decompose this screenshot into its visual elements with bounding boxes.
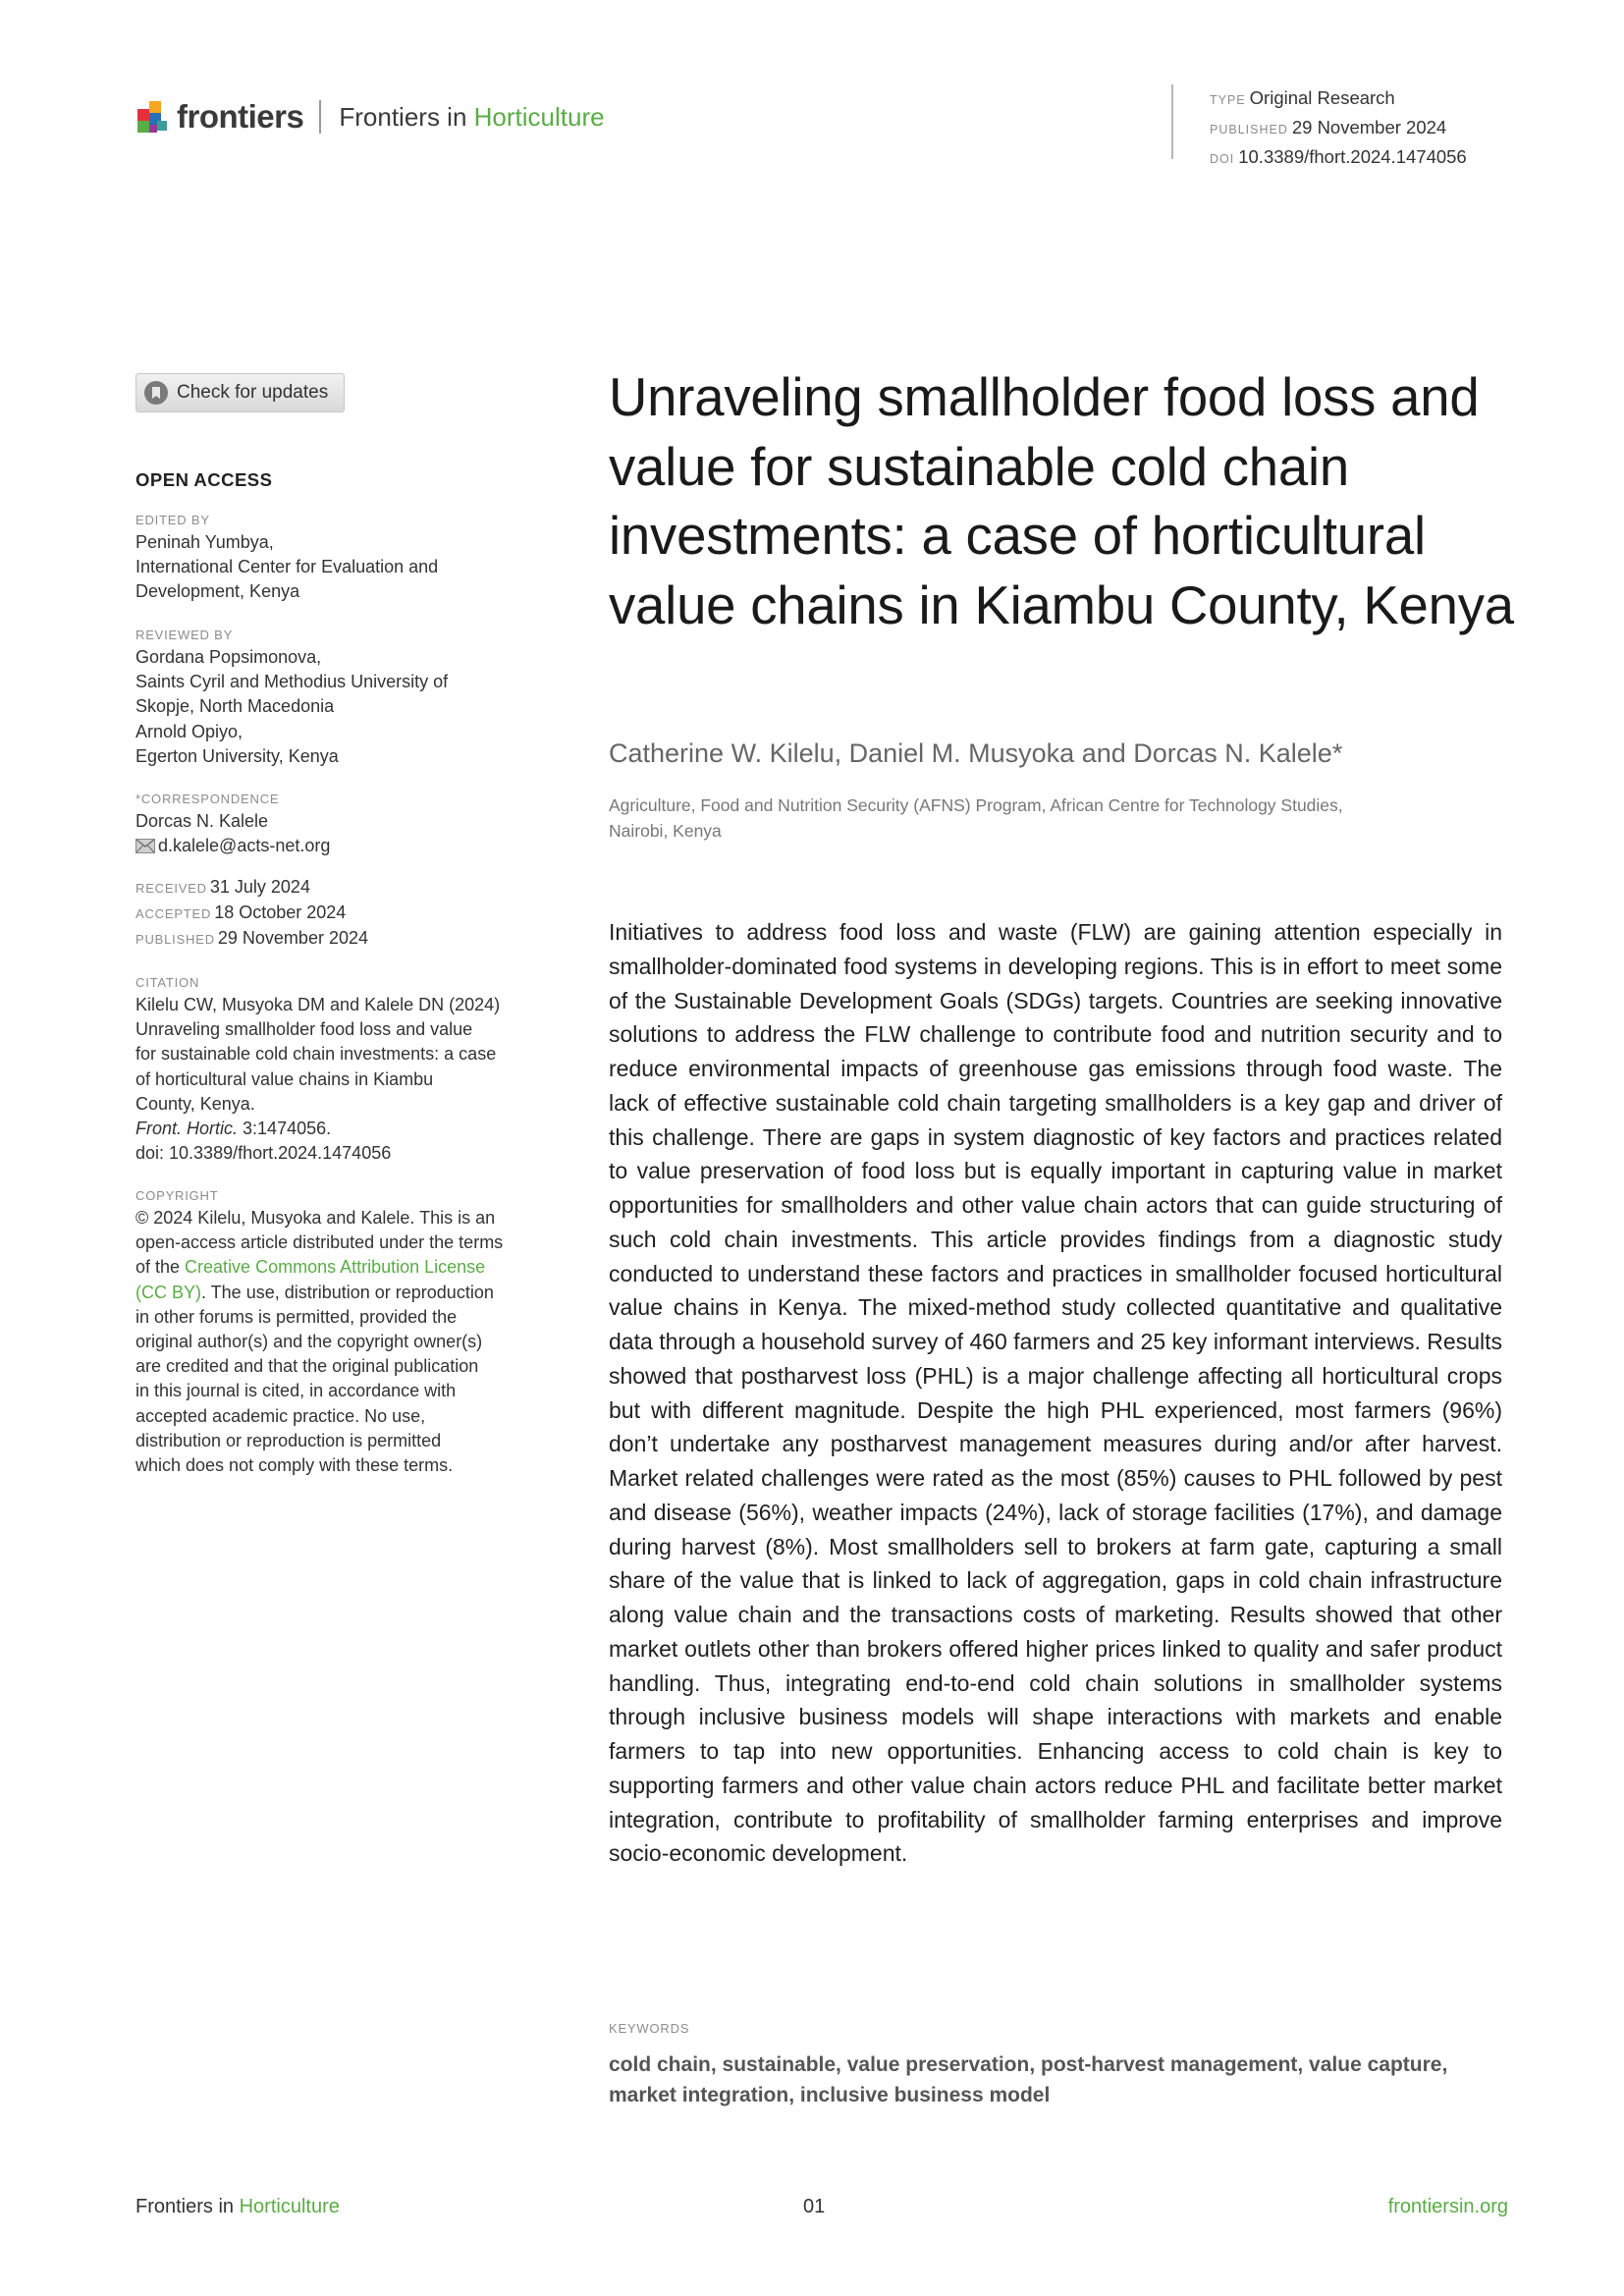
abstract-text: Initiatives to address food loss and waste (FLW) are gaining attention especially in smallholder-dominated food systems in developing regions. This is in effort to meet some of the Sustainable Development Goals (SDGs) targets. Countries are seeking innovative solutions to address the FLW challenge to contribute food and nutrition security and to reduce environmental impacts of greenhouse gas emissions through food waste. The lack of effective sustainable cold chain targeting smallholders is a key gap and driver of this challenge. There are gaps in system diagnostic of key factors and practices related to value preservation of food loss but is equally important in capturing value in market opportunities for smallholders and other value chain actors that can guide structuring of such cold chain investments. This article provides findings from a diagnostic study conducted to understand these factors and practices in smallholder focused horticultural value chains in Kenya. The mixed-method study collected quantitative and qualitative data through a household survey of 460 farmers and 25 key informant interviews. Results showed that postharvest loss (PHL) is a major challenge affecting all horticultural crops but with different magnitude. Despite the high PHL experienced, most farmers (96%) don’t undertake any postharvest management measures during and/or after harvest. Market related challenges were rated as the most (85%) causes to PHL followed by pest and disease (56%), weather impacts (24%), lack of storage facilities (17%), and damage during harvest (8%). Most smallholders sell to brokers at farm gate, capturing a small share of the value that is linked to lack of aggregation, gaps in cold chain infrastructure along value chain and the transactions costs of marketing. Results showed that other market outlets other than brokers offered higher prices linked to quality and safer product handling. Thus, integrating end-to-end cold chain solutions in smallholder systems through inclusive business models will shape interactions with markets and enable farmers to tap into new opportunities. Enhancing access to cold chain is key to supporting farmers and other value chain actors reduce PHL and facilitate better market integration, contribute to profitability of smallholder farming enterprises and improve socio-economic development. — [609, 919, 1502, 1867]
correspondence-section: *CORRESPONDENCE Dorcas N. Kalele d.kalele@acts-net.org — [135, 790, 548, 858]
footer-journal: Frontiers in Horticulture — [135, 2196, 340, 2217]
check-for-updates-button[interactable] — [135, 373, 345, 412]
reviewed-by-section: REVIEWED BY Gordana Popsimonova, Saints Cyril and Methodius University of Skopje, North Macedonia Arnold Opiyo, Egerton University, Kenya — [135, 628, 449, 766]
article-published: PUBLISHED 29 November 2024 — [1210, 117, 1447, 137]
article-type: TYPE Original Research — [1210, 87, 1395, 108]
keywords-label: KEYWORDS — [609, 2021, 690, 2036]
copyright-section: COPYRIGHT © 2024 Kilelu, Musyoka and Kalele. This is an open-access article distributed under the terms of the Creative Commons Attribution License (CC BY). The use, distribution or reproduction in other forums is permitted, provided the original author(s) and the copyright owner(s) are credited and that the original publication in this journal is cited, in accordance with accepted academic practice. No use, distribution or reproduction is permitted which does not comply with these terms. — [135, 1188, 504, 1476]
article-doi: DOI 10.3389/fhort.2024.1474056 — [1210, 146, 1467, 167]
bookmark-icon — [143, 380, 169, 406]
frontiers-logo[interactable] — [135, 96, 605, 137]
page-number: 01 — [803, 2196, 826, 2217]
edited-by-section: EDITED BY Peninah Yumbya, International Center for Evaluation and Development, Kenya — [135, 513, 439, 602]
article-authors: Catherine W. Kilelu, Daniel M. Musyoka and Dorcas N. Kalele* — [609, 738, 1343, 768]
footer-site-link[interactable]: frontiersin.org — [1387, 2196, 1508, 2217]
author-affiliation: Agriculture, Food and Nutrition Security (AFNS) Program, African Centre for Technology Studies, Nairobi, Kenya — [609, 795, 1343, 841]
brand-name: frontiers — [177, 98, 304, 135]
correspondence-email[interactable]: d.kalele@acts-net.org — [135, 834, 548, 858]
article-title: Unraveling smallholder food loss and value for sustainable cold chain investments: a case of horticultural value chains in Kiambu County, Kenya — [609, 367, 1514, 635]
brand-divider — [319, 100, 321, 134]
cc-by-link[interactable]: (CC BY) — [135, 1282, 201, 1302]
open-access-label: OPEN ACCESS — [135, 469, 273, 490]
keywords-list: cold chain, sustainable, value preservation, post-harvest management, value capture, market integration, inclusive business model — [609, 2053, 1448, 2106]
license-link[interactable]: Creative Commons Attribution License — [185, 1257, 486, 1278]
envelope-icon — [135, 839, 155, 853]
article-meta — [1210, 84, 1467, 173]
check-for-updates-label: Check for updates — [177, 382, 329, 403]
meta-divider — [1171, 84, 1173, 159]
journal-name: Frontiers in Horticulture — [339, 101, 605, 132]
citation-section: CITATION Kilelu CW, Musyoka DM and Kalele DN (2024) Unraveling smallholder food loss and value for sustainable cold chain investments: a case of horticultural value chains in Kiambu County, Kenya. Front. Hortic. 3:1474056. doi: 10.3389/fhort.2024.1474056 — [135, 975, 501, 1164]
frontiers-logo-icon — [135, 97, 169, 137]
dates-section: RECEIVED 31 July 2024 ACCEPTED 18 October 2024 PUBLISHED 29 November 2024 — [135, 877, 368, 949]
